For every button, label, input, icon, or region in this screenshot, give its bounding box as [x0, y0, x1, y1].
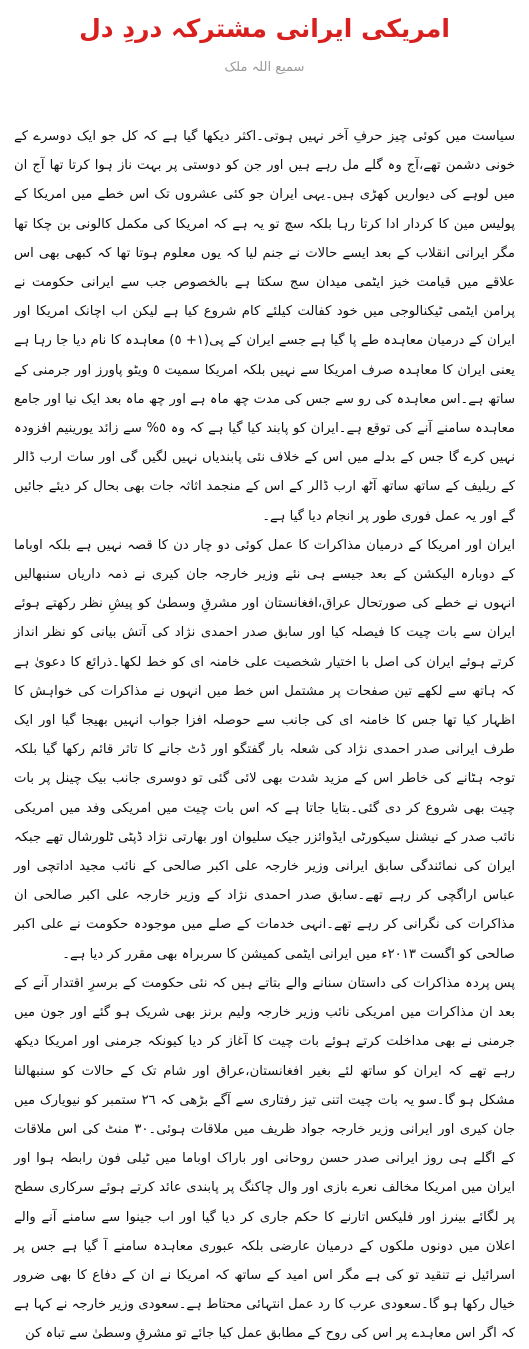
paragraph: ایران اور امریکا کے درمیان مذاکرات کا عمل کوئی دو چار دن کا قصہ نہیں ہے بلکہ اوباما کے دوبارہ الیکشن کے بعد جیسے ہی نئے وزیر خارجہ جان کیری نے ذمہ داریاں سنبھالیں انہوں نے خطے کی صورتحال عراق،افغانستان اور مشرقِ وسطیٰ کو پیشِ نظر رکھتے ہوئے ایران سے بات چیت کا فیصلہ کیا اور سابق صدر احمدی نژاد کی آتش بیانی کو نظر انداز کرتے ہوئے ایران کی اصل با اختیار شخصیت علی خامنہ ای کو خط لکھا۔ذرائع کا دعویٰ ہے کہ ہاتھ سے لکھے تین صفحات پر مشتمل اس خط میں انہوں نے مذاکرات کی خواہش کا اظہار کیا تھا جس کا خامنہ ای کی جانب سے حوصلہ افزا جواب انہیں بھیجا گیا اور ایک طرف ایرانی صدر احمدی نژاد کی شعلہ بار گفتگو اور ڈٹ جانے کا تاثر قائم رکھا گیا بلکہ توجہ ہٹانے کی خاطر اس کے مزید شدت بھی لائی گئی تو دوسری جانب بیک چینل پر بات چیت بھی شروع کر دی گئی۔بتایا جاتا ہے کہ اس بات چیت میں امریکی وفد میں امریکی نائب صدر کے نیشنل سیکورٹی ایڈوائزر جیک سلیوان اور بھارتی نژاد ڈپٹی ٹلورشال تھے جبکہ ایران کی نمائندگی سابق ایرانی وزیر خارجہ علی اکبر صالحی کے نائب مجید اداتچی اور عباس اراگچی کر رہے تھے۔سابق صدر احمدی نژاد کے وزیر خارجہ علی اکبر صالحی ان مذاکرات کی نگرانی کر رہے تھے۔انہی خدمات کے صلے میں موجودہ حکومت نے علی اکبر صالحی کو اگست ٢٠١٣ء میں ایرانی ایٹمی کمیشن کا سربراہ بھی مقرر کر دیا ہے۔: [14, 537, 515, 962]
paragraph: پس پردہ مذاکرات کی داستان سنانے والے بتاتے ہیں کہ نئی حکومت کے برسرِ اقتدار آنے کے بعد ان مذاکرات میں امریکی نائب وزیر خارجہ ولیم برنز بھی شریک ہو گئے اور جون میں جرمنی نے بھی مداخلت کرتے ہوئے بات چیت کا آغاز کر دیا کیونکہ جرمنی اور امریکا دیکھ رہے تھے کہ ایران کو ساتھ لئے بغیر افغانستان،عراق اور شام تک کے حالات کو سنبھالنا مشکل ہو گا۔سو یہ بات چیت اتنی تیز رفتاری سے آگے بڑھی کہ ٢٦ ستمبر کو نیویارک میں جان کیری اور ایرانی وزیر خارجہ جواد ظریف میں ملاقات ہوئی۔٣٠ منٹ کی اس ملاقات کے اگلے ہی روز ایرانی صدر حسن روحانی اور باراک اوباما میں ٹیلی فون رابطہ ہوا اور ایران میں امریکا مخالف نعرے بازی اور وال چاکنگ پر پابندی عائد کرتے ہوئے سرکاری سطح پر لگائے بینرز اور فلیکس اتارنے کا حکم جاری کر دیا گیا اور اب جینوا سے سامنے آنے والے اعلان میں دونوں ملکوں کے درمیان عارضی بلکہ عبوری معاہدہ سامنے آ گیا ہے جس پر اسرائیل نے تنقید تو کی ہے مگر اس امید کے ساتھ کہ امریکا نے ان کے دفاع کا بھی ضرور خیال رکھا ہو گا۔سعودی عرب کا رد عمل انتہائی محتاط ہے۔سعودی وزیر خارجہ نے کہا ہے کہ اگر اس معاہدے پر اس کی روح کے مطابق عمل کیا جائے تو مشرقِ وسطیٰ سے تباہ کن: [14, 975, 516, 1342]
article-body: [14, 122, 515, 1349]
article-title: امریکی ایرانی مشترکہ دردِ دل: [79, 14, 450, 43]
paragraph: سیاست میں کوئی چیز حرفِ آخر نہیں ہوتی۔اکثر دیکھا گیا ہے کہ کل جو ایک دوسرے کے خونی دشمن تھے،آج وہ گلے مل رہے ہیں اور جن کو دوستی پر بہت ناز ہوا کرتا تھا آج ان میں لوہے کی دیواریں کھڑی ہیں۔یہی ایران جو کئی عشروں تک اس خطے میں امریکا کے پولیس مین کا کردار ادا کرتا رہا بلکہ سچ تو یہ ہے کہ امریکا کی مکمل کالونی بن چکا تھا مگر ایرانی انقلاب کے بعد ایسے حالات نے جنم لیا کہ یوں معلوم ہوتا تھا کہ کبھی بھی اس علاقے میں قیامت خیز ایٹمی میدان سج سکتا ہے بالخصوص جب سے ایرانی حکومت نے پرامن ایٹمی ٹیکنالوجی میں خود کفالت کیلئے کام شروع کیا ہے لیکن اب اچانک امریکا اور ایران کے درمیان معاہدہ طے پا گیا ہے جسے ایران کے پی(١+ ٥) معاہدہ کا نام دیا جا رہا ہے یعنی ایران کا معاہدہ صرف امریکا سے نہیں بلکہ امریکا سمیت ٥ ویٹو پاورز اور جرمنی کے ساتھ ہے۔اس معاہدہ کی رو سے جس کی مدت چھ ماہ ہے اور چھ ماہ بعد ایک نیا اور جامع معاہدہ سامنے آنے کی توقع ہے۔ایران کو پابند کیا گیا ہے کہ وہ ٥% سے زائد یورینیم افزودہ نہیں کرے گا جس کے بدلے میں اس کے خلاف نئی پابندیاں نہیں لگیں گی اور سات ارب ڈالر کے ریلیف کے ساتھ ساتھ آٹھ ارب ڈالر کے اس کے منجمد اثاثہ جات بھی بحال کر دیئے جائیں گے اور یہ عمل فوری طور پر انجام دیا گیا ہے۔: [14, 129, 515, 524]
author-byline: سمیع اللہ ملک: [224, 60, 305, 75]
